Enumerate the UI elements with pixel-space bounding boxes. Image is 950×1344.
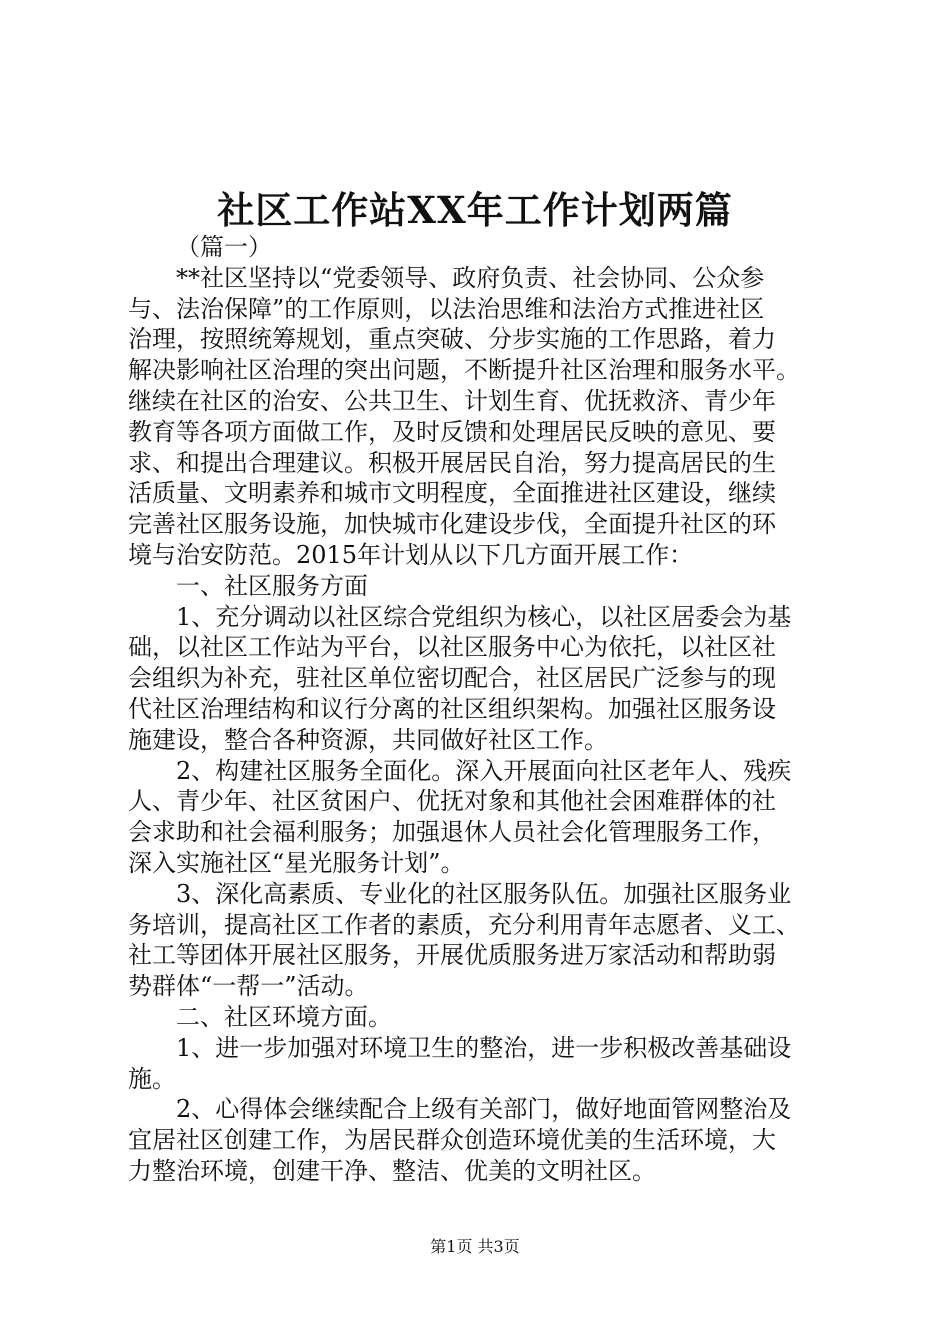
body-line: 施建设，整合各种资源，共同做好社区工作。 [128, 725, 608, 754]
body-line: 力整治环境，创建干净、整洁、优美的文明社区。 [128, 1156, 656, 1185]
body-line: 势群体“一帮一”活动。 [128, 972, 369, 1001]
body-line: 社工等团体开展社区服务，开展优质服务进万家活动和帮助弱 [128, 941, 776, 970]
body-line: 一、社区服务方面 [176, 571, 368, 600]
body-line: 1、充分调动以社区综合党组织为核心，以社区居委会为基 [176, 602, 792, 631]
document-body [128, 232, 828, 1187]
body-line: 治理，按照统筹规划，重点突破、分步实施的工作思路，着力 [128, 325, 776, 354]
body-line: 求、和提出合理建议。积极开展居民自治，努力提高居民的生 [128, 448, 776, 477]
body-line: 境与治安防范。2015年计划从以下几方面开展工作： [128, 540, 694, 569]
body-line: 施。 [128, 1064, 176, 1093]
body-line: 代社区治理结构和议行分离的社区组织架构。加强社区服务设 [128, 694, 776, 723]
body-line: 务培训，提高社区工作者的素质，充分利用青年志愿者、义工、 [128, 910, 800, 939]
body-line: 教育等各项方面做工作，及时反馈和处理居民反映的意见、要 [128, 417, 776, 446]
body-line: 会组织为补充，驻社区单位密切配合，社区居民广泛参与的现 [128, 664, 776, 693]
body-line: 宜居社区创建工作，为居民群众创造环境优美的生活环境，大 [128, 1126, 776, 1155]
body-line: 人、青少年、社区贫困户、优抚对象和其他社会困难群体的社 [128, 787, 776, 816]
body-line: 完善社区服务设施，加快城市化建设步伐，全面提升社区的环 [128, 510, 776, 539]
document-title: 社区工作站XX年工作计划两篇 [217, 188, 733, 232]
body-line: 二、社区环境方面。 [176, 1002, 392, 1031]
body-line: 解决影响社区治理的突出问题，不断提升社区治理和服务水平。 [128, 356, 800, 385]
body-line: （篇一） [176, 233, 272, 261]
body-line: 继续在社区的治安、公共卫生、计划生育、优抚救济、青少年 [128, 386, 776, 415]
body-line: 3、深化高素质、专业化的社区服务队伍。加强社区服务业 [176, 879, 792, 908]
body-line: **社区坚持以“党委领导、政府负责、社会协同、公众参 [176, 263, 765, 292]
body-line: 2、构建社区服务全面化。深入开展面向社区老年人、残疾 [176, 756, 792, 785]
body-line: 础，以社区工作站为平台，以社区服务中心为依托，以社区社 [128, 633, 776, 662]
page-footer: 第1页 共3页 [430, 1237, 520, 1256]
body-line: 会求助和社会福利服务；加强退休人员社会化管理服务工作， [128, 818, 776, 847]
body-line: 2、心得体会继续配合上级有关部门，做好地面管网整治及 [176, 1095, 792, 1124]
body-line: 与、法治保障”的工作原则，以法治思维和法治方式推进社区 [128, 294, 765, 323]
body-line: 深入实施社区“星光服务计划”。 [128, 848, 465, 877]
body-line: 1、进一步加强对环境卫生的整治，进一步积极改善基础设 [176, 1033, 792, 1062]
body-line: 活质量、文明素养和城市文明程度，全面推进社区建设，继续 [128, 479, 776, 508]
